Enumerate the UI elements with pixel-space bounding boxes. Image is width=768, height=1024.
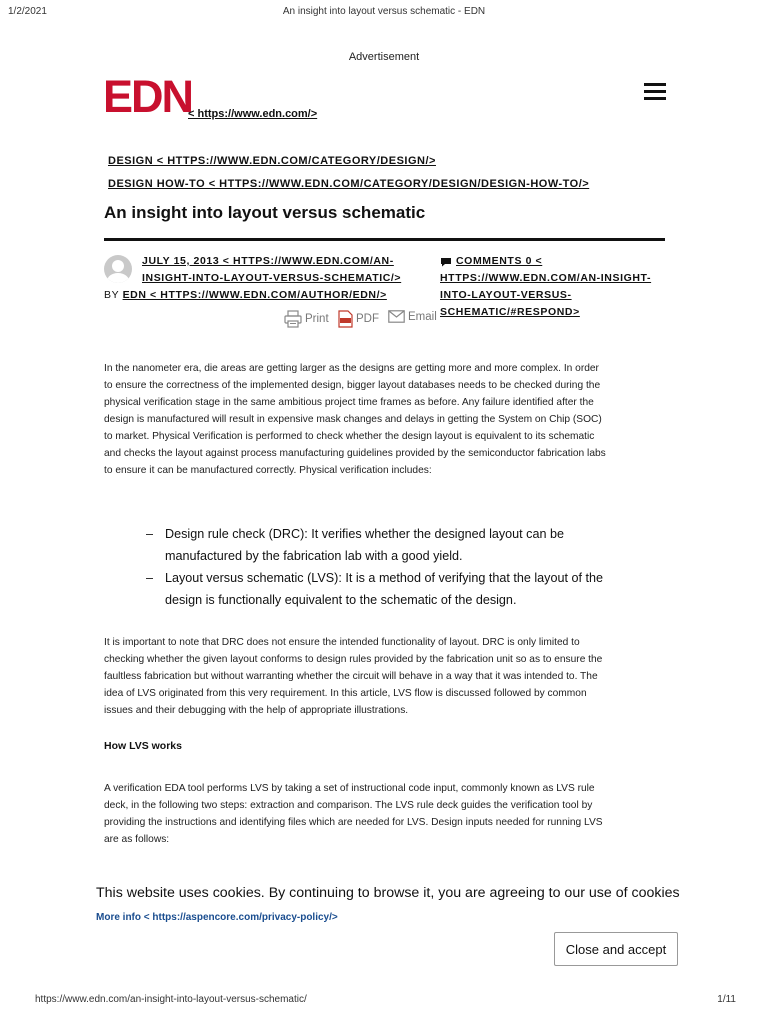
user-avatar-icon xyxy=(104,255,132,283)
print-page-number: 1/11 xyxy=(717,994,736,1005)
cookie-notice xyxy=(96,882,696,929)
verification-list xyxy=(146,523,616,611)
comments-line3[interactable]: INTO-LAYOUT-VERSUS- xyxy=(440,289,572,301)
comments-link[interactable] xyxy=(440,253,651,321)
hamburger-icon[interactable] xyxy=(644,83,666,101)
comment-bubble-icon xyxy=(440,257,452,267)
breadcrumb-design[interactable]: DESIGN < HTTPS://WWW.EDN.COM/CATEGORY/DESIGN/> xyxy=(108,155,436,167)
list-item-text: Layout versus schematic (LVS): It is a method of verifying that the layout of the design is functionally equivalent to the schematic of the design. xyxy=(165,571,603,607)
advertisement-label: Advertisement xyxy=(348,51,420,63)
list-marker: – xyxy=(146,571,154,585)
more-info-link[interactable]: More info < https://aspencore.com/privacy-policy/> xyxy=(96,912,338,923)
byline-prefix: BY xyxy=(104,289,120,301)
comments-line2[interactable]: HTTPS://WWW.EDN.COM/AN-INSIGHT- xyxy=(440,272,652,284)
article-title: An insight into layout versus schematic xyxy=(104,203,426,222)
print-label: Print xyxy=(305,313,329,325)
print-button[interactable] xyxy=(284,310,329,328)
section-heading: How LVS works xyxy=(104,740,182,752)
article-date-line1[interactable]: JULY 15, 2013 < HTTPS://WWW.EDN.COM/AN- xyxy=(142,255,394,267)
envelope-icon xyxy=(388,310,405,323)
edn-logo[interactable]: EDN xyxy=(103,71,193,122)
printer-icon xyxy=(284,310,302,328)
article-date[interactable] xyxy=(142,253,401,287)
author-link[interactable]: EDN < HTTPS://WWW.EDN.COM/AUTHOR/EDN/> xyxy=(122,289,387,301)
pdf-icon xyxy=(338,310,353,328)
print-date: 1/2/2021 xyxy=(8,6,47,17)
email-label: Email xyxy=(408,310,437,323)
comments-line1[interactable]: COMMENTS 0 < xyxy=(456,255,543,267)
title-divider xyxy=(104,238,665,241)
paragraph-drc: It is important to note that DRC does not ensure the intended functionality of layout. DRC is only limited to checking whether the given layout conforms to design rules provided by the fabrication unit so as to ensure the faultless fabrication but without warranting whether the circuit will behave in a way that it was intended to. The idea of LVS originated from this very requirement. In this article, LVS flow is discussed followed by common issues and their debugging with the help of appropriate illustrations. xyxy=(104,637,603,716)
list-item xyxy=(146,523,616,567)
print-url: https://www.edn.com/an-insight-into-layout-versus-schematic/ xyxy=(35,994,307,1005)
paragraph-intro: In the nanometer era, die areas are getting larger as the designs are getting more and more complex. In order to ensure the correctness of the implemented design, bigger layout databases needs to be checked during the physical verification stage in the same ambitious project time frames as before. Any failure identified after the design is manufactured will result in expensive mask changes and delays in getting the System on Chip (SOC) to market. Physical Verification is performed to check whether the design layout is equivalent to its schematic and checks the layout against process manufacturing guidelines provided by the semiconductor fabrication labs to ensure it can be manufactured correctly. Physical verification includes: xyxy=(104,363,606,476)
cookie-text: This website uses cookies. By continuing to browse it, you are agreeing to our use of cookies xyxy=(96,885,680,901)
breadcrumb-design-how-to[interactable]: DESIGN HOW-TO < HTTPS://WWW.EDN.COM/CATEGORY/DESIGN/DESIGN-HOW-TO/> xyxy=(108,178,590,190)
paragraph-lvs: A verification EDA tool performs LVS by taking a set of instructional code input, commonly known as LVS rule deck, in the following two steps: extraction and comparison. The LVS rule deck guides the verification tool by providing the instructions and identifying files which are needed for LVS. Design inputs needed for running LVS are as follows: xyxy=(104,783,603,845)
byline xyxy=(104,289,387,301)
print-page-title: An insight into layout versus schematic - EDN xyxy=(282,6,486,17)
pdf-label: PDF xyxy=(356,313,379,325)
comments-line4[interactable]: SCHEMATIC/#RESPOND> xyxy=(440,306,580,318)
list-item-text: Design rule check (DRC): It verifies whether the designed layout can be manufactured by the fabrication lab with a good yield. xyxy=(165,527,564,563)
close-and-accept-button[interactable]: Close and accept xyxy=(554,932,678,966)
list-item xyxy=(146,567,616,611)
list-marker: – xyxy=(146,527,154,541)
pdf-button[interactable] xyxy=(338,310,379,328)
article-date-line2[interactable]: INSIGHT-INTO-LAYOUT-VERSUS-SCHEMATIC/> xyxy=(142,272,402,284)
home-link[interactable]: < https://www.edn.com/> xyxy=(188,108,318,120)
email-button[interactable] xyxy=(388,310,437,323)
